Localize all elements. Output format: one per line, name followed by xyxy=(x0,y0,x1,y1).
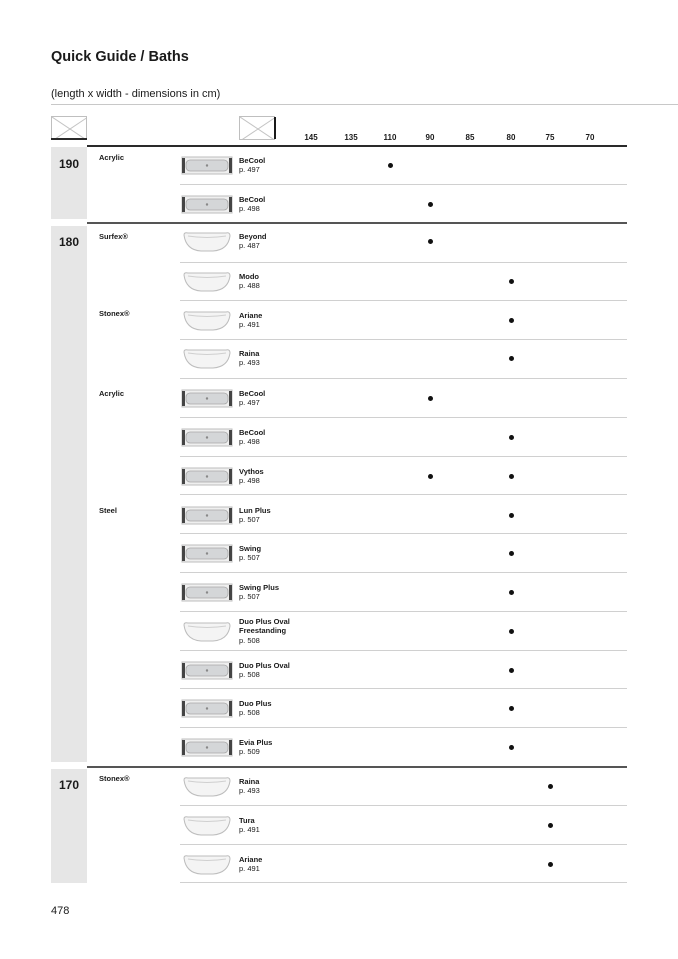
product-page-ref: p. 508 xyxy=(239,635,260,645)
width-column-label: 135 xyxy=(344,133,358,142)
availability-dot-80 xyxy=(509,513,514,518)
group-label-190: 190 xyxy=(58,157,80,171)
product-page-ref: p. 497 xyxy=(239,165,260,174)
row-divider xyxy=(180,882,627,883)
width-marker-bar xyxy=(274,117,276,139)
product-name: Lun Plus xyxy=(239,505,271,515)
built-in-bath-image xyxy=(181,732,233,762)
availability-dot-80 xyxy=(509,474,514,479)
material-label: Acrylic xyxy=(99,153,125,162)
product-name: Swing xyxy=(239,543,262,553)
product-name: Duo Plus Oval xyxy=(239,660,290,670)
row-divider xyxy=(180,844,627,845)
freestanding-bath-image xyxy=(181,849,233,879)
product-name-line2: Freestanding xyxy=(239,626,287,636)
row-divider xyxy=(180,650,627,651)
freestanding-bath-image xyxy=(181,343,233,373)
product-entry xyxy=(239,617,290,646)
width-column-label: 145 xyxy=(304,133,318,142)
product-entry xyxy=(239,389,265,408)
row-divider xyxy=(180,417,627,418)
product-entry xyxy=(239,661,290,680)
availability-dot-90 xyxy=(428,474,433,479)
product-page-ref: p. 493 xyxy=(239,786,260,795)
availability-dot-80 xyxy=(509,318,514,323)
product-entry xyxy=(239,311,262,330)
product-name: Raina xyxy=(239,776,260,786)
material-label: Acrylic xyxy=(99,389,125,398)
freestanding-bath-image xyxy=(181,616,233,646)
product-name: Ariane xyxy=(239,854,263,864)
row-divider xyxy=(180,184,627,185)
row-divider xyxy=(180,262,627,263)
built-in-bath-image xyxy=(181,150,233,180)
product-entry xyxy=(239,816,260,835)
material-label: Steel xyxy=(99,506,117,515)
material-label: Surfex® xyxy=(99,232,128,241)
product-name: Tura xyxy=(239,815,255,825)
product-name: Ariane xyxy=(239,310,263,320)
row-divider xyxy=(180,805,627,806)
width-column-label: 90 xyxy=(425,133,435,142)
availability-dot-80 xyxy=(509,590,514,595)
built-in-bath-image xyxy=(181,577,233,607)
product-name: Vythos xyxy=(239,466,264,476)
availability-dot-75 xyxy=(548,784,553,789)
built-in-bath-image xyxy=(181,655,233,685)
availability-dot-75 xyxy=(548,823,553,828)
product-entry xyxy=(239,349,260,368)
product-page-ref: p. 498 xyxy=(239,204,260,213)
product-entry xyxy=(239,156,265,175)
group-divider xyxy=(87,766,627,768)
availability-dot-110 xyxy=(388,163,393,168)
width-column-label: 80 xyxy=(506,133,516,142)
availability-dot-90 xyxy=(428,396,433,401)
product-entry xyxy=(239,544,261,563)
product-page-ref: p. 497 xyxy=(239,398,260,407)
page-subtitle: (length x width - dimensions in cm) xyxy=(51,88,221,100)
row-divider xyxy=(180,300,627,301)
width-column-label: 110 xyxy=(383,133,397,142)
material-label: Stonex® xyxy=(99,774,130,783)
freestanding-bath-image xyxy=(181,266,233,296)
width-column-label: 70 xyxy=(585,133,595,142)
product-name: BeCool xyxy=(239,155,266,165)
product-page-ref: p. 498 xyxy=(239,476,260,485)
availability-dot-80 xyxy=(509,668,514,673)
availability-dot-90 xyxy=(428,239,433,244)
group-divider xyxy=(87,222,627,224)
product-entry xyxy=(239,272,260,291)
row-divider xyxy=(180,378,627,379)
product-page-ref: p. 493 xyxy=(239,358,260,367)
group-label-180: 180 xyxy=(58,235,80,249)
header-rule xyxy=(87,145,627,147)
product-entry xyxy=(239,232,267,251)
group-label-170: 170 xyxy=(58,778,80,792)
built-in-bath-image xyxy=(181,461,233,491)
product-page-ref: p. 488 xyxy=(239,281,260,290)
built-in-bath-image xyxy=(181,189,233,219)
product-name: BeCool xyxy=(239,388,266,398)
row-divider xyxy=(180,688,627,689)
length-header-rule xyxy=(51,138,87,140)
subtitle-divider xyxy=(51,104,678,105)
product-page-ref: p. 509 xyxy=(239,747,260,756)
availability-dot-90 xyxy=(428,202,433,207)
product-entry xyxy=(239,428,265,447)
width-column-label: 85 xyxy=(465,133,475,142)
availability-dot-75 xyxy=(548,862,553,867)
availability-dot-80 xyxy=(509,356,514,361)
product-page-ref: p. 487 xyxy=(239,241,260,250)
availability-dot-80 xyxy=(509,551,514,556)
freestanding-bath-image xyxy=(181,305,233,335)
page-title: Quick Guide / Baths xyxy=(51,49,189,65)
built-in-bath-image xyxy=(181,383,233,413)
row-divider xyxy=(180,611,627,612)
built-in-bath-image xyxy=(181,500,233,530)
built-in-bath-image xyxy=(181,422,233,452)
product-name: Duo Plus Oval xyxy=(239,616,290,626)
product-page-ref: p. 508 xyxy=(239,670,260,679)
freestanding-bath-image xyxy=(181,226,233,256)
row-divider xyxy=(180,572,627,573)
bath-width-icon xyxy=(239,116,275,140)
product-name: Beyond xyxy=(239,231,267,241)
row-divider xyxy=(180,494,627,495)
product-name: BeCool xyxy=(239,427,266,437)
product-page-ref: p. 491 xyxy=(239,825,260,834)
product-name: Modo xyxy=(239,271,259,281)
availability-dot-80 xyxy=(509,745,514,750)
row-divider xyxy=(180,339,627,340)
product-entry xyxy=(239,855,262,874)
product-entry xyxy=(239,777,260,796)
product-page-ref: p. 491 xyxy=(239,320,260,329)
product-page-ref: p. 507 xyxy=(239,515,260,524)
product-page-ref: p. 507 xyxy=(239,553,260,562)
row-divider xyxy=(180,533,627,534)
width-column-label: 75 xyxy=(545,133,555,142)
product-page-ref: p. 507 xyxy=(239,592,260,601)
availability-dot-80 xyxy=(509,629,514,634)
row-divider xyxy=(180,456,627,457)
built-in-bath-image xyxy=(181,693,233,723)
product-name: Duo Plus xyxy=(239,698,272,708)
page-number: 478 xyxy=(51,905,70,917)
product-name: Swing Plus xyxy=(239,582,280,592)
built-in-bath-image xyxy=(181,538,233,568)
product-page-ref: p. 491 xyxy=(239,864,260,873)
row-divider xyxy=(180,727,627,728)
freestanding-bath-image xyxy=(181,771,233,801)
product-page-ref: p. 508 xyxy=(239,708,260,717)
availability-dot-80 xyxy=(509,435,514,440)
product-name: BeCool xyxy=(239,194,266,204)
group-box-180 xyxy=(51,226,87,762)
availability-dot-80 xyxy=(509,706,514,711)
freestanding-bath-image xyxy=(181,810,233,840)
product-name: Evia Plus xyxy=(239,737,273,747)
product-page-ref: p. 498 xyxy=(239,437,260,446)
product-entry xyxy=(239,506,271,525)
bath-length-icon xyxy=(51,116,87,140)
product-name: Raina xyxy=(239,348,260,358)
availability-dot-80 xyxy=(509,279,514,284)
product-entry xyxy=(239,467,264,486)
material-label: Stonex® xyxy=(99,309,130,318)
product-entry xyxy=(239,738,272,757)
product-entry xyxy=(239,195,265,214)
product-entry xyxy=(239,583,279,602)
product-entry xyxy=(239,699,272,718)
